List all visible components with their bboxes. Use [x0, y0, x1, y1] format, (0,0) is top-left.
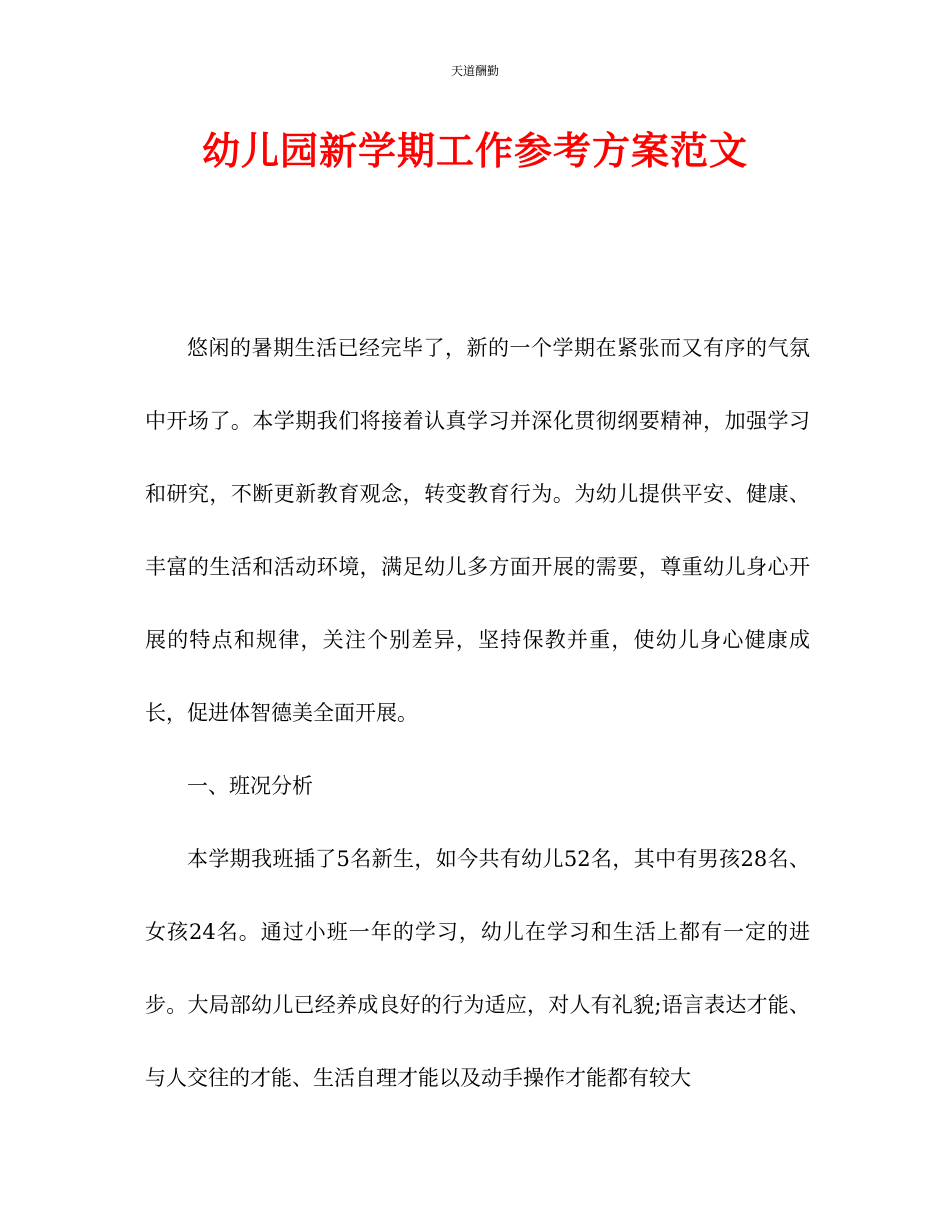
paragraph-intro: 悠闲的暑期生活已经完毕了，新的一个学期在紧张而又有序的气氛中开场了。本学期我们将接着认真学习并深化贯彻纲要精神，加强学习和研究，不断更新教育观念，转变教育行为。为幼儿提供平安、健康、丰富的生活和活动环境，满足幼儿多方面开展的需要，尊重幼儿身心开展的特点和规律，关注个别差异，坚持保教并重，使幼儿身心健康成长，促进体智德美全面开展。	[145, 336, 810, 725]
section-heading-class-analysis: 一、班况分析	[187, 774, 313, 798]
paragraph-class-analysis: 本学期我班插了5名新生，如今共有幼儿52名，其中有男孩28名、女孩24名。通过小班一年的学习，幼儿在学习和生活上都有一定的进步。大局部幼儿已经养成良好的行为适应，对人有礼貌;语言表达才能、与人交往的才能、生活自理才能以及动手操作才能都有较大	[145, 847, 810, 1090]
document-body	[145, 312, 810, 1115]
page-header: 天道酬勤	[450, 64, 499, 78]
document-title: 幼儿园新学期工作参考方案范文	[201, 129, 748, 173]
